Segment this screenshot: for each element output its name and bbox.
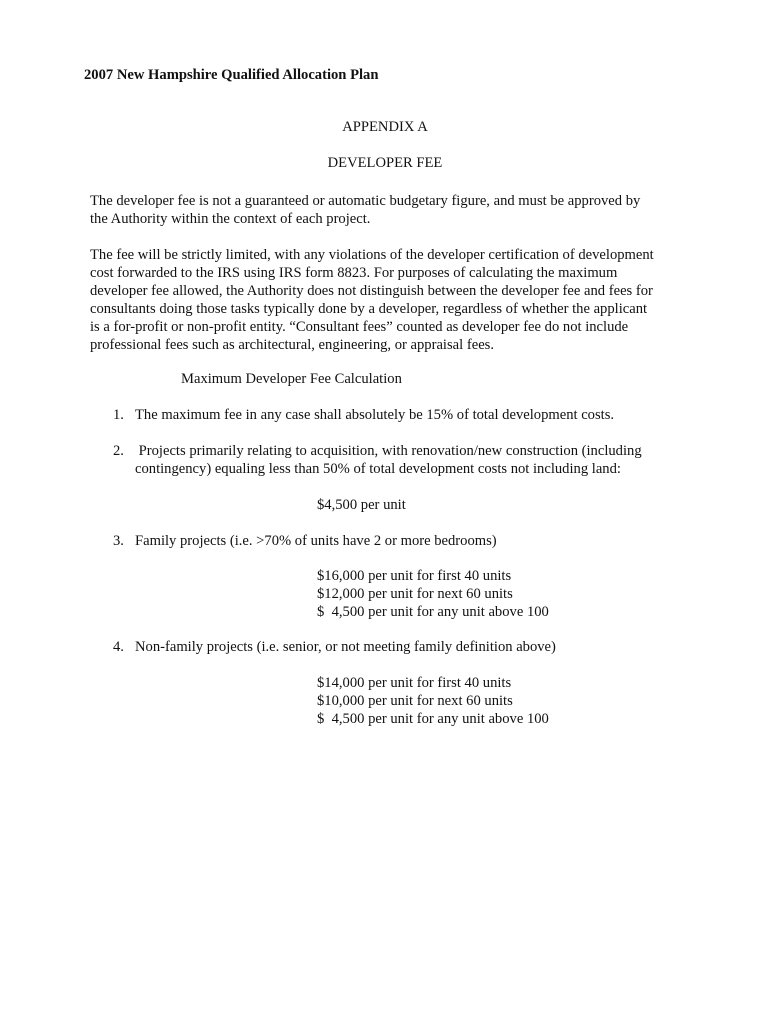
fee-amount: $ 4,500 per unit for any unit above 100 xyxy=(317,711,549,727)
paragraph-line: is a for-profit or non-profit entity. “Consultant fees” counted as developer fee do not include xyxy=(90,319,629,335)
list-item-text: Family projects (i.e. >70% of units have 2 or more bedrooms) xyxy=(135,533,497,549)
fee-amount: $ 4,500 per unit for any unit above 100 xyxy=(317,604,549,620)
paragraph-line: professional fees such as architectural, engineering, or appraisal fees. xyxy=(90,337,494,353)
document-header: 2007 New Hampshire Qualified Allocation Plan xyxy=(84,67,379,83)
fee-amounts xyxy=(317,496,406,514)
paragraph-line: The developer fee is not a guaranteed or automatic budgetary figure, and must be approved by xyxy=(90,193,641,209)
paragraph-line: cost forwarded to the IRS using IRS form 8823. For purposes of calculating the maximum xyxy=(90,265,618,281)
list-item-number: 2. xyxy=(113,443,124,459)
appendix-title: APPENDIX A xyxy=(342,119,428,135)
list-item-number: 4. xyxy=(113,639,124,655)
section-title: DEVELOPER FEE xyxy=(327,155,443,171)
paragraph-line: developer fee allowed, the Authority does not distinguish between the developer fee and fees for xyxy=(90,283,653,299)
fee-amounts xyxy=(317,674,549,728)
fee-amounts xyxy=(317,567,549,621)
list-item-text: The maximum fee in any case shall absolutely be 15% of total development costs. xyxy=(135,407,615,423)
calculation-heading: Maximum Developer Fee Calculation xyxy=(181,371,402,387)
fee-amount: $10,000 per unit for next 60 units xyxy=(317,693,513,709)
paragraph-2 xyxy=(90,246,690,354)
list-item-number: 1. xyxy=(113,407,124,423)
fee-amount: $16,000 per unit for first 40 units xyxy=(317,568,512,584)
fee-amount: $4,500 per unit xyxy=(317,497,406,513)
fee-amount: $12,000 per unit for next 60 units xyxy=(317,586,513,602)
paragraph-1 xyxy=(90,192,690,228)
list-item-number: 3. xyxy=(113,533,124,549)
paragraph-line: The fee will be strictly limited, with any violations of the developer certification of development xyxy=(90,247,654,263)
paragraph-line: consultants doing those tasks typically done by a developer, regardless of whether the applicant xyxy=(90,301,648,317)
list-item-text: Projects primarily relating to acquisition, with renovation/new construction (including xyxy=(135,443,642,459)
paragraph-line: the Authority within the context of each project. xyxy=(90,211,371,227)
list-item-text: Non-family projects (i.e. senior, or not meeting family definition above) xyxy=(135,639,556,655)
list-item-text: contingency) equaling less than 50% of total development costs not including land: xyxy=(135,461,621,477)
fee-amount: $14,000 per unit for first 40 units xyxy=(317,675,512,691)
